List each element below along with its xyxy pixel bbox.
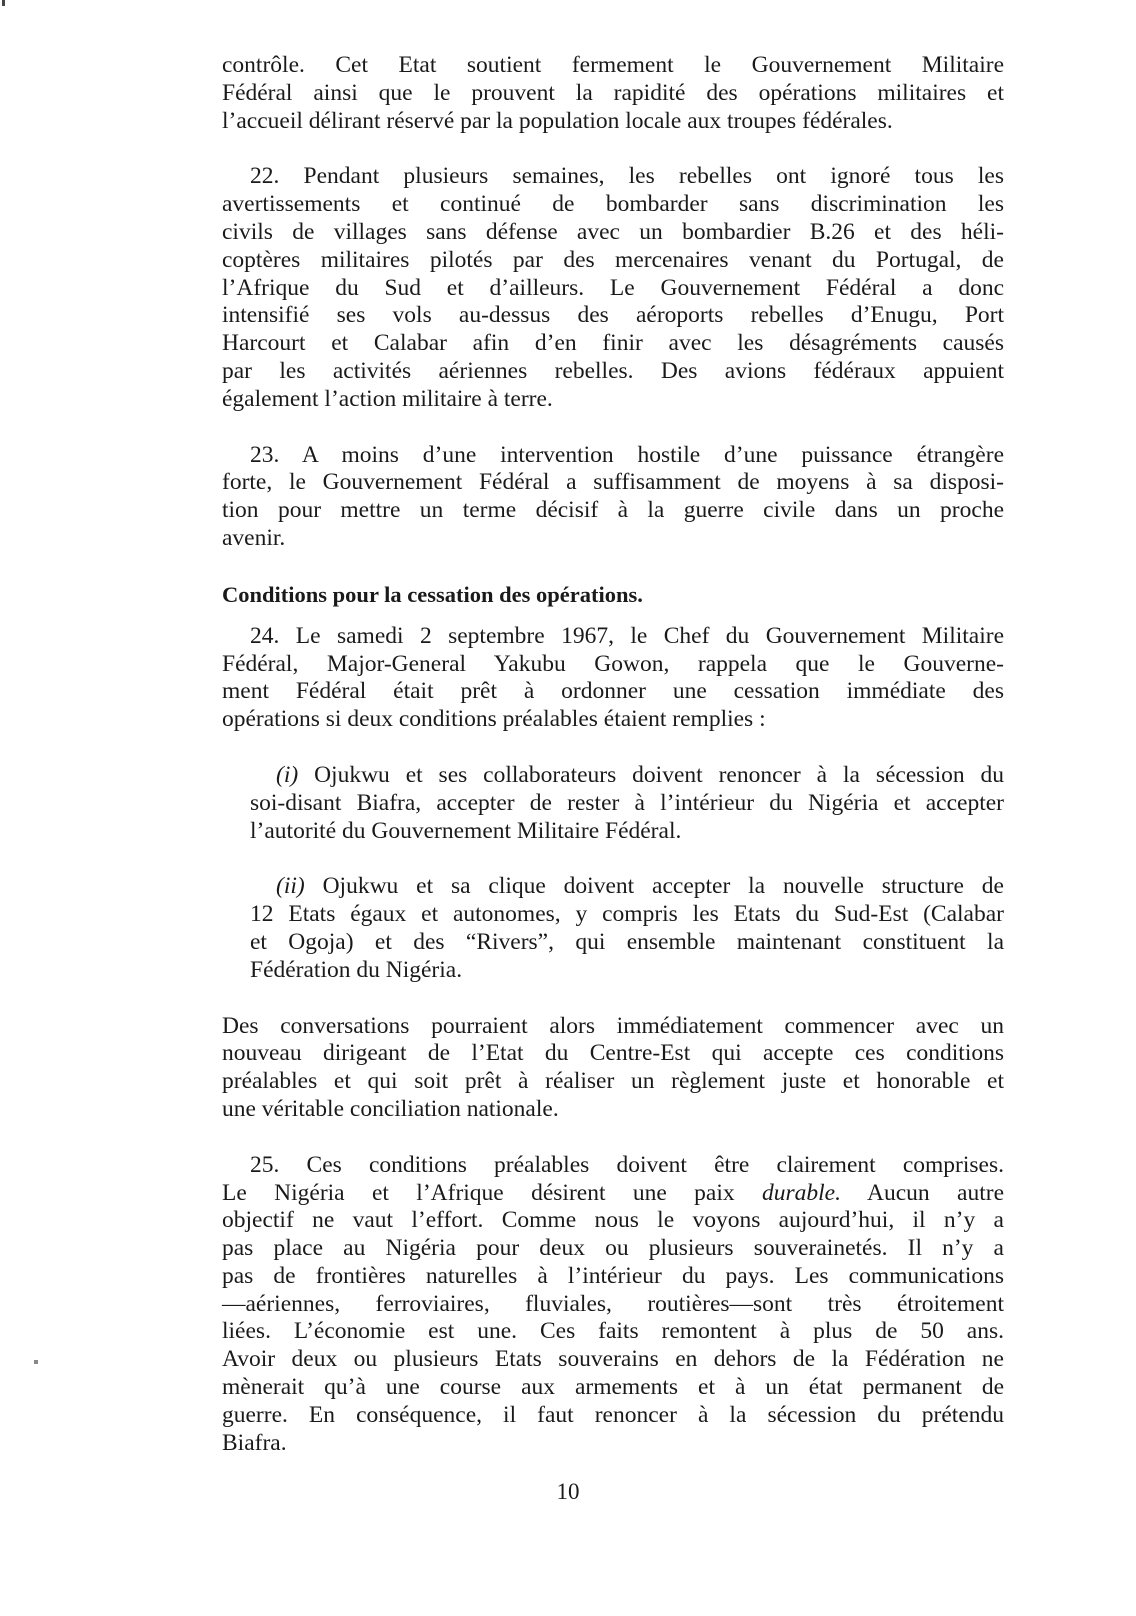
text-line: 24. Le samedi 2 septembre 1967, le Chef du Gouvernement Militaire xyxy=(250,622,1004,649)
paragraph-24-continuation xyxy=(222,1013,1004,1124)
text-line: coptères militaires pilotés par des mercenaires venant du Portugal, de xyxy=(222,246,1004,273)
text-line xyxy=(250,873,1004,901)
text-line: préalables et qui soit prêt à réaliser un règlement juste et honorable et xyxy=(222,1068,1004,1095)
text-line: 22. Pendant plusieurs semaines, les rebelles ont ignoré tous les xyxy=(250,163,1004,190)
text-line: intensifié ses vols au-dessus des aéroports rebelles d’Enugu, Port xyxy=(222,302,1004,329)
text-line: ment Fédéral était prêt à ordonner une cessation immédiate des xyxy=(222,678,1004,705)
text-line: —aériennes, ferroviaires, fluviales, routières—sont très étroitement xyxy=(222,1290,1004,1317)
emphasis-durable: durable. xyxy=(761,1179,841,1206)
text-line: par les activités aériennes rebelles. Des avions fédéraux appuient xyxy=(222,357,1004,384)
document-page xyxy=(222,52,1004,1457)
text-line: avertissements et continué de bombarder sans discrimination les xyxy=(222,191,1004,218)
text-line: Fédération du Nigéria. xyxy=(250,956,463,983)
text-line: 12 Etats égaux et autonomes, y compris les Etats du Sud-Est (Calabar xyxy=(250,901,1004,928)
item-text: Ojukwu et sa clique doivent accepter la nouvelle structure de xyxy=(304,873,1004,900)
item-text: Ojukwu et ses collaborateurs doivent renoncer à la sécession du xyxy=(298,761,1004,788)
text-line: Fédéral, Major-General Yakubu Gowon, rappela que le Gouverne- xyxy=(222,650,1004,677)
text-line: une véritable conciliation nationale. xyxy=(222,1095,559,1122)
text-line: Harcourt et Calabar afin d’en finir avec les désagréments causés xyxy=(222,330,1004,357)
scan-speck xyxy=(34,1360,38,1364)
text-line: Fédéral ainsi que le prouvent la rapidité des opérations militaires et xyxy=(222,79,1004,106)
text-line: tion pour mettre un terme décisif à la guerre civile dans un proche xyxy=(222,497,1004,524)
text-line: 25. Ces conditions préalables doivent être clairement comprises. xyxy=(250,1151,1004,1178)
text-line: contrôle. Cet Etat soutient fermement le Gouvernement Militaire xyxy=(222,52,1004,78)
text-line xyxy=(250,762,1004,790)
page-number: 10 xyxy=(556,1479,580,1504)
text-line: Biafra. xyxy=(222,1429,287,1456)
text-line: Le Nigéria et l’Afrique désirent une paix durable. Aucun autre xyxy=(222,1179,1004,1206)
section-heading: Conditions pour la cessation des opérations. xyxy=(222,581,643,607)
text-line: Avoir deux ou plusieurs Etats souverains en dehors de la Fédération ne xyxy=(222,1346,1004,1373)
text-line: avenir. xyxy=(222,524,286,551)
paragraph-23 xyxy=(222,442,1004,553)
paragraph-24 xyxy=(222,623,1004,734)
text-line: 23. A moins d’une intervention hostile d’une puissance étrangère xyxy=(250,441,1004,468)
paragraph-25 xyxy=(222,1152,1004,1458)
text-line: forte, le Gouvernement Fédéral a suffisamment de moyens à sa disposi- xyxy=(222,469,1004,496)
text-line: l’accueil délirant réservé par la population locale aux troupes fédérales. xyxy=(222,107,893,134)
text-line: civils de villages sans défense avec un bombardier B.26 et des héli- xyxy=(222,218,1004,245)
text-line: Des conversations pourraient alors immédiatement commencer avec un xyxy=(222,1012,1004,1039)
text-line: objectif ne vaut l’effort. Comme nous le voyons aujourd’hui, il n’y a xyxy=(222,1207,1004,1234)
text-line: également l’action militaire à terre. xyxy=(222,385,553,412)
paragraph-21-continuation xyxy=(222,52,1004,135)
item-marker: (ii) xyxy=(276,873,305,900)
scan-corner-mark xyxy=(2,0,5,6)
condition-item-i xyxy=(222,762,1004,845)
text-line: mènerait qu’à une course aux armements et à un état permanent de xyxy=(222,1374,1004,1401)
item-marker: (i) xyxy=(276,761,299,788)
text-line: nouveau dirigeant de l’Etat du Centre-Est qui accepte ces conditions xyxy=(222,1040,1004,1067)
paragraph-22 xyxy=(222,163,1004,413)
text-line: l’Afrique du Sud et d’ailleurs. Le Gouvernement Fédéral a donc xyxy=(222,274,1004,301)
text-line: pas de frontières naturelles à l’intérieur du pays. Les communications xyxy=(222,1262,1004,1289)
text-line: liées. L’économie est une. Ces faits remontent à plus de 50 ans. xyxy=(222,1318,1004,1345)
text-line: opérations si deux conditions préalables étaient remplies : xyxy=(222,706,766,733)
text-line: soi-disant Biafra, accepter de rester à l’intérieur du Nigéria et accepter xyxy=(250,789,1004,816)
text-line: pas place au Nigéria pour deux ou plusieurs souverainetés. Il n’y a xyxy=(222,1235,1004,1262)
text-line: l’autorité du Gouvernement Militaire Fédéral. xyxy=(250,817,682,844)
text-line: et Ogoja) et des “Rivers”, qui ensemble maintenant constituent la xyxy=(250,928,1004,955)
condition-item-ii xyxy=(222,873,1004,984)
text-line: guerre. En conséquence, il faut renoncer à la sécession du prétendu xyxy=(222,1401,1004,1428)
